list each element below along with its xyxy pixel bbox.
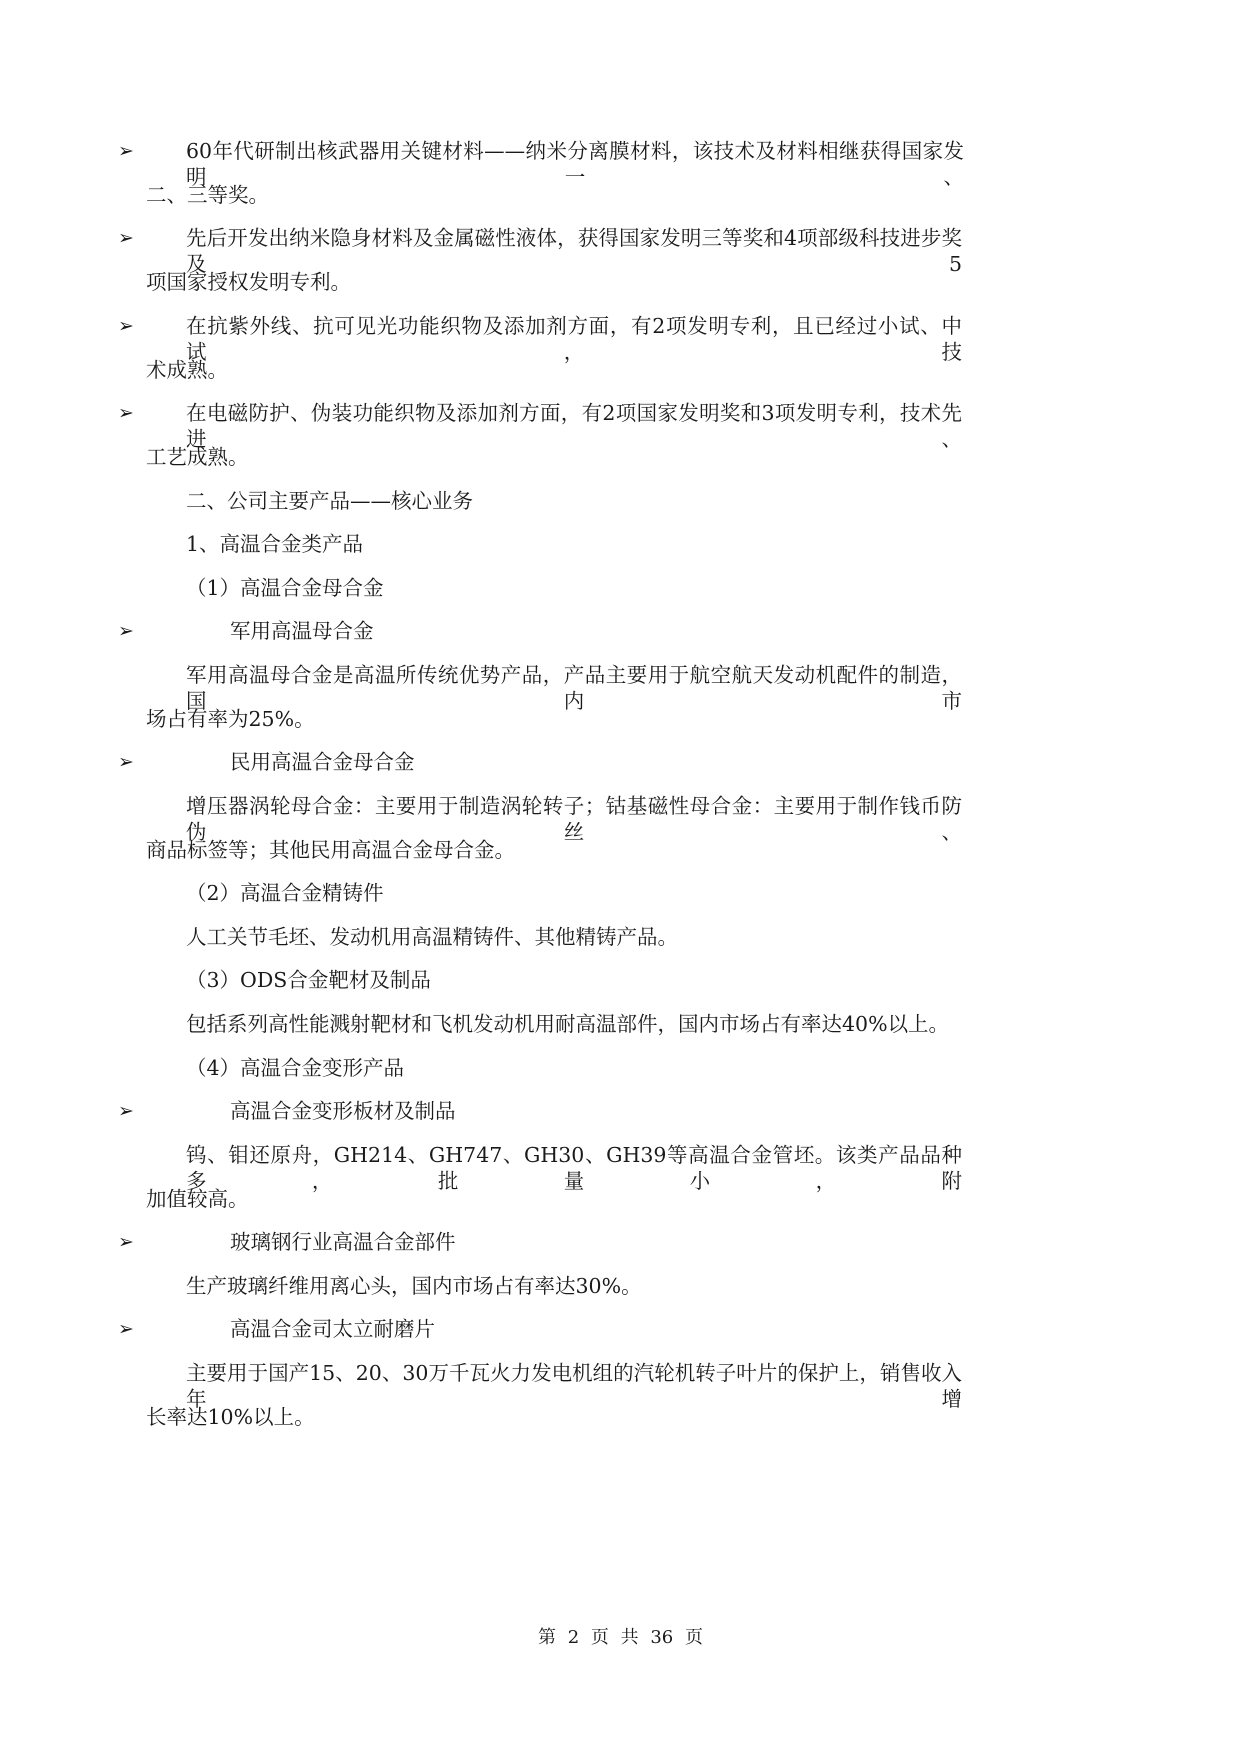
paragraph-line: 军用高温母合金是高温所传统优势产品，产品主要用于航空航天发动机配件的制造，国内市 xyxy=(186,663,962,713)
paragraph-line: 人工关节毛坯、发动机用高温精铸件、其他精铸产品。 xyxy=(186,925,678,949)
item-heading: 玻璃钢行业高温合金部件 xyxy=(230,1230,456,1254)
subsection-heading: （4）高温合金变形产品 xyxy=(186,1056,405,1080)
section-heading: 二、公司主要产品——核心业务 xyxy=(186,489,473,513)
paragraph-line: 场占有率为25%。 xyxy=(146,707,315,731)
paragraph-line: 生产玻璃纤维用离心头，国内市场占有率达30%。 xyxy=(186,1274,642,1298)
page-footer: 第 2 页 共 36 页 xyxy=(538,1627,703,1648)
bullet-arrow-icon: ➢ xyxy=(118,140,134,162)
paragraph-line: 钨、钼还原舟，GH214、GH747、GH30、GH39等高温合金管坯。该类产品品种多，批量小，附 xyxy=(186,1143,962,1193)
bullet-arrow-icon: ➢ xyxy=(118,1231,134,1253)
subsection-heading: 1、高温合金类产品 xyxy=(186,532,364,556)
item-heading: 民用高温合金母合金 xyxy=(230,750,415,774)
bullet-arrow-icon: ➢ xyxy=(118,751,134,773)
paragraph-line: 在电磁防护、伪装功能织物及添加剂方面，有2项国家发明奖和3项发明专利，技术先进、 xyxy=(186,401,962,451)
paragraph-line: 主要用于国产15、20、30万千瓦火力发电机组的汽轮机转子叶片的保护上，销售收入年增 xyxy=(186,1361,962,1411)
paragraph-line: 二、三等奖。 xyxy=(146,183,269,207)
bullet-arrow-icon: ➢ xyxy=(118,620,134,642)
paragraph-line: 增压器涡轮母合金：主要用于制造涡轮转子；钴基磁性母合金：主要用于制作钱币防伪丝、 xyxy=(186,794,962,844)
bullet-arrow-icon: ➢ xyxy=(118,227,134,249)
item-heading: 军用高温母合金 xyxy=(230,619,374,643)
bullet-arrow-icon: ➢ xyxy=(118,315,134,337)
paragraph-line: 长率达10%以上。 xyxy=(146,1405,315,1429)
paragraph-line: 在抗紫外线、抗可见光功能织物及添加剂方面，有2项发明专利，且已经过小试、中试，技 xyxy=(186,314,962,364)
subsection-heading: （3）ODS合金靶材及制品 xyxy=(186,968,431,992)
bullet-arrow-icon: ➢ xyxy=(118,402,134,424)
paragraph-line: 先后开发出纳米隐身材料及金属磁性液体，获得国家发明三等奖和4项部级科技进步奖及5 xyxy=(186,226,962,276)
paragraph-line: 术成熟。 xyxy=(146,358,228,382)
bullet-arrow-icon: ➢ xyxy=(118,1100,134,1122)
subsection-heading: （1）高温合金母合金 xyxy=(186,576,384,600)
paragraph-line: 项国家授权发明专利。 xyxy=(146,270,351,294)
paragraph-line: 60年代研制出核武器用关键材料——纳米分离膜材料，该技术及材料相继获得国家发明一、 xyxy=(186,139,964,189)
bullet-arrow-icon: ➢ xyxy=(118,1318,134,1340)
item-heading: 高温合金司太立耐磨片 xyxy=(230,1317,435,1341)
paragraph-line: 工艺成熟。 xyxy=(146,445,249,469)
paragraph-line: 包括系列高性能溅射靶材和飞机发动机用耐高温部件，国内市场占有率达40%以上。 xyxy=(186,1012,950,1036)
item-heading: 高温合金变形板材及制品 xyxy=(230,1099,456,1123)
paragraph-line: 加值较高。 xyxy=(146,1187,249,1211)
subsection-heading: （2）高温合金精铸件 xyxy=(186,881,384,905)
paragraph-line: 商品标签等；其他民用高温合金母合金。 xyxy=(146,838,515,862)
